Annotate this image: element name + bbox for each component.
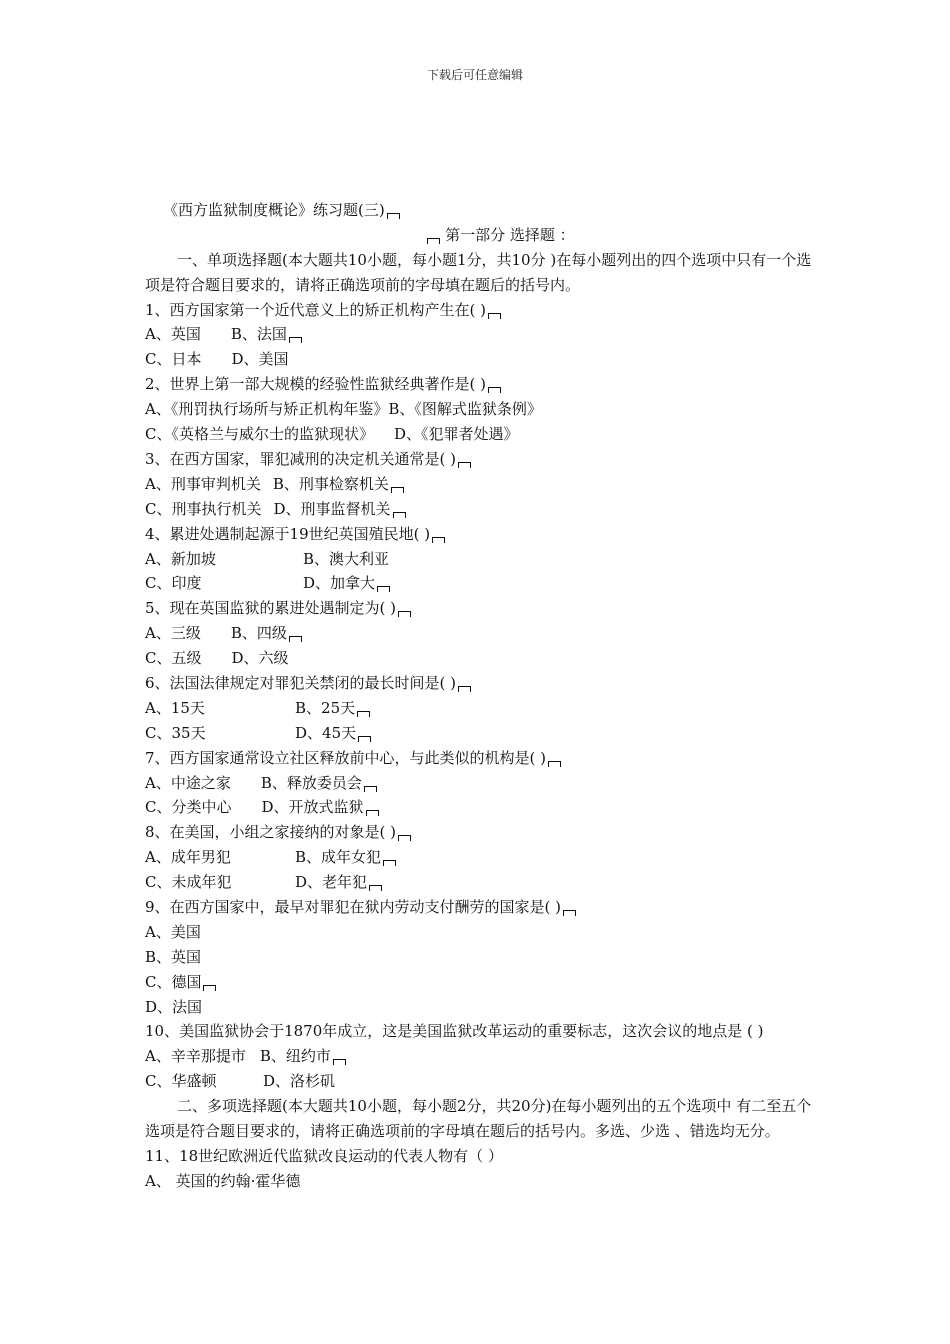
document-title-line bbox=[145, 198, 815, 223]
return-mark-icon bbox=[563, 910, 576, 916]
question-stem: 1、西方国家第一个近代意义上的矫正机构产生在( ) bbox=[145, 300, 487, 319]
option-b: B、《图解式监狱条例》 bbox=[388, 400, 542, 419]
option-c: C、日本 bbox=[145, 350, 202, 369]
question-stem: 6、法国法律规定对罪犯关禁闭的最长时间是( ) bbox=[145, 673, 457, 692]
question-10: 10、美国监狱协会于1870年成立，这是美国监狱改革运动的重要标志，这次会议的地点是 ( ) bbox=[145, 1022, 764, 1041]
return-mark-icon bbox=[289, 337, 302, 343]
return-mark-icon bbox=[364, 786, 377, 792]
option-c-row bbox=[145, 970, 815, 995]
question-11: 11、18世纪欧洲近代监狱改良运动的代表人物有（ ） bbox=[145, 1146, 503, 1165]
return-mark-icon bbox=[357, 711, 370, 717]
question-6 bbox=[145, 671, 815, 696]
option-a: A、《刑罚执行场所与矫正机构年鉴》 bbox=[145, 400, 389, 419]
question-stem: 8、在美国，小组之家接纳的对象是( ) bbox=[145, 823, 397, 842]
options-row bbox=[145, 721, 815, 746]
option-a: A、15天 bbox=[145, 698, 205, 717]
option-d: D、刑事监督机关 bbox=[273, 499, 391, 518]
option-d: D、《犯罪者处遇》 bbox=[393, 425, 519, 444]
option-a: A、刑事审判机关 bbox=[145, 474, 261, 493]
return-mark-icon bbox=[488, 313, 501, 319]
return-mark-icon bbox=[458, 462, 471, 468]
option-a: A、英国 bbox=[145, 325, 201, 344]
return-mark-icon bbox=[366, 810, 379, 816]
question-stem: 3、在西方国家，罪犯减刑的决定机关通常是( ) bbox=[145, 449, 457, 468]
question-stem: 7、西方国家通常设立社区释放前中心，与此类似的机构是( ) bbox=[145, 748, 547, 767]
option-b: B、刑事检察机关 bbox=[272, 474, 389, 493]
question-stem: 2、世界上第一部大规模的经验性监狱经典著作是( ) bbox=[145, 375, 487, 394]
options-row bbox=[145, 621, 815, 646]
option-b: B、英国 bbox=[145, 947, 202, 966]
question-5 bbox=[145, 596, 815, 621]
return-mark-icon bbox=[358, 736, 371, 742]
options-row bbox=[145, 696, 815, 721]
section-heading-line bbox=[145, 223, 815, 248]
option-c: C、刑事执行机关 bbox=[145, 499, 262, 518]
question-2 bbox=[145, 372, 815, 397]
option-d: D、45天 bbox=[295, 723, 357, 742]
option-a: A、新加坡 bbox=[145, 549, 216, 568]
options-row bbox=[145, 1069, 815, 1094]
option-a: A、三级 bbox=[145, 624, 201, 643]
option-c: C、《英格兰与威尔士的监狱现状》 bbox=[145, 425, 374, 444]
options-row bbox=[145, 845, 815, 870]
return-mark-icon bbox=[548, 761, 561, 767]
return-mark-icon bbox=[398, 611, 411, 617]
return-mark-icon bbox=[391, 487, 404, 493]
options-row bbox=[145, 646, 815, 671]
option-b: B、纽约市 bbox=[259, 1047, 331, 1066]
return-mark-icon bbox=[387, 213, 400, 219]
option-d: D、法国 bbox=[145, 997, 203, 1016]
option-c: C、未成年犯 bbox=[145, 873, 232, 892]
option-d: D、开放式监狱 bbox=[261, 798, 364, 817]
question-9 bbox=[145, 895, 815, 920]
option-d: D、加拿大 bbox=[303, 574, 376, 593]
option-c: C、35天 bbox=[145, 723, 206, 742]
return-mark-icon bbox=[203, 985, 216, 991]
options-row bbox=[145, 1044, 815, 1069]
return-mark-icon bbox=[488, 387, 501, 393]
option-c: C、德国 bbox=[145, 972, 202, 991]
return-mark-icon bbox=[398, 835, 411, 841]
question-4 bbox=[145, 522, 815, 547]
options-row bbox=[145, 497, 815, 522]
return-mark-icon bbox=[377, 586, 390, 592]
return-mark-icon bbox=[432, 537, 445, 543]
question-8 bbox=[145, 820, 815, 845]
question-stem: 5、现在英国监狱的累进处遇制定为( ) bbox=[145, 599, 397, 618]
option-d: D、洛杉矶 bbox=[263, 1072, 336, 1091]
option-a: A、中途之家 bbox=[145, 773, 231, 792]
return-mark-icon bbox=[289, 636, 302, 642]
page-header: 下载后可任意编辑 bbox=[426, 68, 523, 82]
option-b: B、25天 bbox=[295, 698, 356, 717]
instructions-single-choice: 一、单项选择题(本大题共10小题，每小题1分，共10分 )在每小题列出的四个选项中只有一个选项是符合题目要求的，请将正确选项前的字母填在题后的括号内。 bbox=[145, 250, 812, 294]
options-row bbox=[145, 795, 815, 820]
return-mark-icon bbox=[393, 512, 406, 518]
document-title: 《西方监狱制度概论》练习题(三) bbox=[163, 201, 385, 219]
document-body bbox=[145, 198, 815, 1194]
options-row bbox=[145, 870, 815, 895]
option-b: B、澳大利亚 bbox=[303, 549, 390, 568]
return-mark-icon bbox=[458, 686, 471, 692]
option-c: C、印度 bbox=[145, 574, 202, 593]
options-row bbox=[145, 547, 815, 572]
option-c: C、分类中心 bbox=[145, 798, 232, 817]
option-d: D、六级 bbox=[231, 649, 289, 668]
option-b: B、四级 bbox=[230, 624, 287, 643]
option-a: A、成年男犯 bbox=[145, 848, 231, 867]
return-mark-icon bbox=[333, 1059, 346, 1065]
section-heading: 第一部分 选择题 ： bbox=[445, 225, 575, 244]
option-c: C、五级 bbox=[145, 649, 202, 668]
options-row bbox=[145, 347, 815, 372]
option-d: D、美国 bbox=[231, 350, 289, 369]
return-mark-icon bbox=[427, 238, 440, 244]
question-1 bbox=[145, 298, 815, 323]
question-3 bbox=[145, 447, 815, 472]
options-row bbox=[145, 422, 815, 447]
options-row bbox=[145, 472, 815, 497]
option-d: D、老年犯 bbox=[295, 873, 368, 892]
option-a: A、 英国的约翰·霍华德 bbox=[145, 1171, 301, 1190]
options-row bbox=[145, 571, 815, 596]
option-c: C、华盛顿 bbox=[145, 1072, 217, 1091]
question-7 bbox=[145, 746, 815, 771]
instructions-multiple-choice: 二、多项选择题(本大题共10小题，每小题2分，共20分)在每小题列出的五个选项中 有二至五个选项是符合题目要求的，请将正确选项前的字母填在题后的括号内。多选、少选 、错选均无分。 bbox=[145, 1097, 812, 1140]
options-row bbox=[145, 397, 815, 422]
return-mark-icon bbox=[383, 860, 396, 866]
option-a: A、美国 bbox=[145, 922, 201, 941]
option-a: A、辛辛那提市 bbox=[145, 1047, 246, 1066]
option-b: B、法国 bbox=[230, 325, 287, 344]
option-b: B、成年女犯 bbox=[295, 848, 382, 867]
options-row bbox=[145, 771, 815, 796]
option-b: B、释放委员会 bbox=[260, 773, 362, 792]
options-row bbox=[145, 322, 815, 347]
question-stem: 4、累进处遇制起源于19世纪英国殖民地( ) bbox=[145, 524, 431, 543]
return-mark-icon bbox=[369, 885, 382, 891]
question-stem: 9、在西方国家中，最早对罪犯在狱内劳动支付酬劳的国家是( ) bbox=[145, 897, 562, 916]
